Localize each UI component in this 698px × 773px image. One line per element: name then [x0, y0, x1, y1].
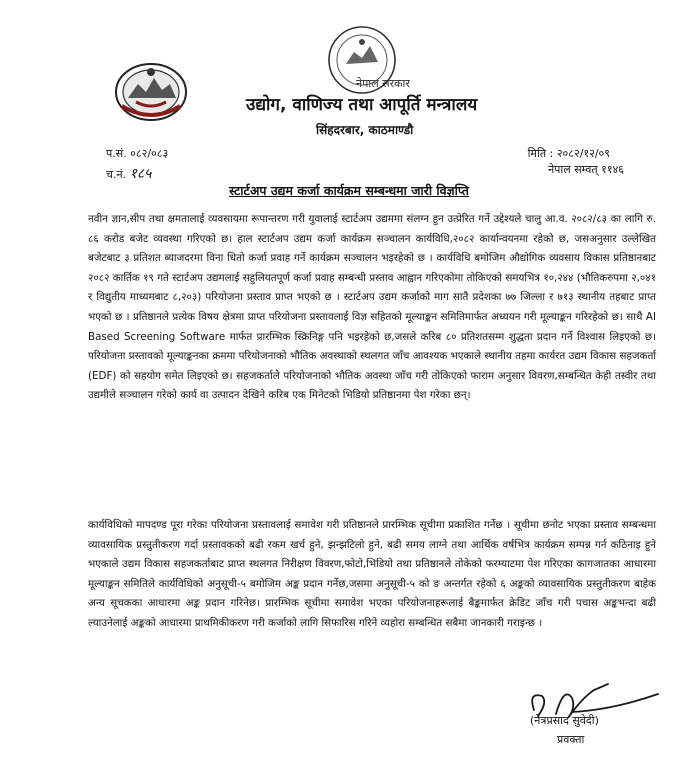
nepal-emblem-icon — [114, 62, 188, 122]
signatory-designation: प्रवक्ता — [557, 733, 585, 746]
body-paragraph-2: कार्यविधिको मापदण्ड पूरा गरेका परियोजना प्रस्तावलाई समावेश गरी प्रतिष्ठानले प्रारम्भिक सूचीमा प्रकाशित गर्नेछ । सूचीमा छनोट भएका प्रस्ताव सम्बन्धमा व्यावसायिक प्रस्तुतीकरण गर्दा प्रस्तावकको बढी रकम खर्च हुने, झन्झटिलो हुने, बढी समय लाग्ने तथा आर्थिक वर्षभित्र कार्यक्रम सम्पन्न गर्न कठिनाइ हुने भएकाले उद्यम विकास सहजकर्ताबाट प्राप्त स्थलगत निरीक्षण विवरण,फोटो,भिडियो तथा प्रतिष्ठानले तोकेको फरम्याटमा पेश गरिएका कागजातका आधारमा मूल्याङ्कन समितिले कार्यविधिको अनुसूची-५ बमोजिम अङ्क प्रदान गर्नेछ,जसमा अनुसूची-५ को ङ अन्तर्गत रहेको ६ अङ्कको व्यावसायिक प्रस्तुतीकरण बाहेक अन्य सूचकका आधारमा अङ्क प्रदान गरिनेछ। प्रारम्भिक सूचीमा समावेश भएका परियोजनाहरूलाई बैङ्कमार्फत क्रेडिट जाँच गरी पचास अङ्कभन्दा बढी ल्याउनेलाई अङ्कको आधारमा प्राथमिकीकरण गरी कर्जाको लागि सिफारिस गरिने व्यहोरा सम्बन्धित सबैमा जानकारी गराइन्छ । — [88, 519, 656, 629]
issue-date: मिति : २०८२/१२/०९ — [527, 147, 610, 160]
notice-subject: स्टार्टअप उद्यम कर्जा कार्यक्रम सम्बन्धमा जारी विज्ञप्ति — [229, 183, 469, 198]
dispatch-label: च.नं. — [106, 168, 127, 181]
ministry-title: उद्योग, वाणिज्य तथा आपूर्ति मन्त्रालय — [246, 95, 478, 115]
dispatch-number — [106, 164, 151, 183]
dispatch-number-value: १८५ — [129, 166, 152, 182]
ministry-address: सिंहदरबार, काठमाण्डौ — [316, 123, 414, 137]
signatory-name: (नेत्रप्रसाद सुवेदी) — [530, 714, 599, 727]
nepal-samvat-year: नेपाल सम्वत् ११४६ — [548, 163, 624, 176]
body-paragraph-1: नवीन ज्ञान,सीप तथा क्षमतालाई व्यवसायमा रूपान्तरण गरी युवालाई स्टार्टअप उद्यममा संलग्न हुन उत्प्रेरित गर्ने उद्देश्यले चालु आ.व. २०८२/८३ का लागि रु. ८६ करोड बजेट व्यवस्था गरिएको छ। हाल स्टार्टअप उद्यम कर्जा कार्यक्रम सञ्चालन कार्यविधि,२०८२ कार्यान्वयनमा रहेको छ, जसअनुसार उल्लेखित बजेटबाट ३ प्रतिशत ब्याजदरमा विना धितो कर्जा प्रवाह गर्ने कार्यक्रम सञ्चालन भइरहेको छ । कार्यविधि बमोजिम औद्योगिक व्यवसाय विकास प्रतिष्ठानबाट २०८२ कार्तिक १९ गते स्टार्टअप उद्यमलाई सहुलियतपूर्ण कर्जा प्रवाह सम्बन्धी प्रस्ताव आह्वान गरिएकोमा तोकिएको समयभित्र १०,२४४ (भौतिकरुपमा २,०४१ र विद्युतीय माध्यमबाट ८,२०३) परियोजना प्रस्ताव प्राप्त भएको छ । स्टार्टअप उद्यम कर्जाको माग सातै प्रदेशका ७७ जिल्ला र ७१३ स्थानीय तहबाट प्राप्त भएको छ । प्रतिष्ठानले प्रत्येक विषय क्षेत्रमा प्राप्त परियोजना प्रस्तावलाई विज्ञ सहितको मूल्याङ्कन समितिमार्फत अध्ययन गरी मूल्याङ्कन गरिरहेको छ। साथै AI Based Screening Software मार्फत प्रारम्भिक स्क्रिनिङ्ग पनि भइरहेको छ,जसले करिब ८० प्रतिशतसम्म शुद्धता प्रदान गर्ने विश्वास लिइएको छ। परियोजना प्रस्तावको मूल्याङ्कनका क्रममा परियोजनाको भौतिक अवस्थाको स्थलगत जाँच आवश्यक भएकाले स्थानीय तहमा कार्यरत उद्यम विकास सहजकर्ता (EDF) को सहयोग समेत लिइएको छ। सहजकर्तालेे परियोजनाको भौतिक अवस्था जाँच गरी तोकिएको फाराम अनुसार विवरण,सम्बन्धित केही तस्वीर तथा उद्यमीले सञ्चालन गरेको कार्य वा उत्पादन देखिने करिब एक मिनेटको भिडियो प्रतिष्ठानमा पेश गरेका छन्। — [88, 213, 656, 402]
reference-number: प.सं. ०८२/०८३ — [106, 147, 169, 160]
stamp-text: नेपाल सरकार — [356, 77, 410, 90]
